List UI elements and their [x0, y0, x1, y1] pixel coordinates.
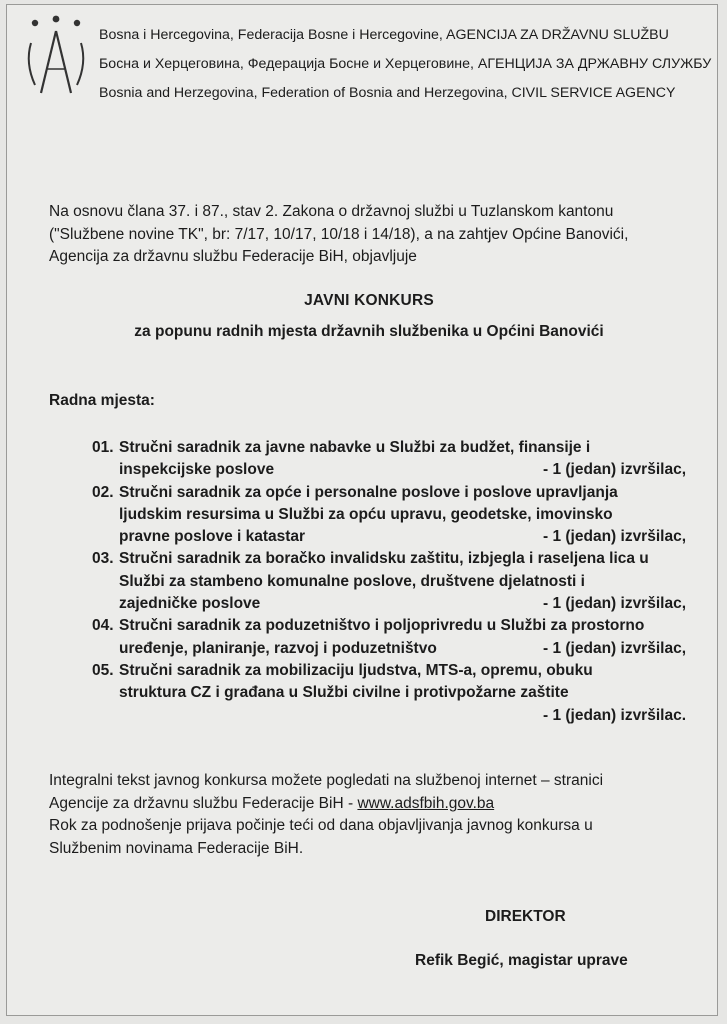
- agency-logo-icon: [21, 13, 91, 103]
- position-count: - 1 (jedan) izvršilac,: [543, 595, 686, 613]
- positions-heading: Radna mjesta:: [49, 392, 155, 409]
- position-item: [92, 437, 686, 482]
- position-text: ljudskim resursima u Službi za opću upravu, geodetske, imovinsko: [119, 505, 613, 523]
- notice-page: [6, 4, 718, 1016]
- signature-title: DIREKTOR: [485, 908, 566, 925]
- position-count: - 1 (jedan) izvršilac,: [543, 461, 686, 479]
- header-line-bosnian: Bosna i Hercegovina, Federacija Bosne i Hercegovine, AGENCIJA ZA DRŽAVNU SLUŽBU: [99, 27, 669, 43]
- intro-line: Na osnovu člana 37. i 87., stav 2. Zakona o državnoj službi u Tuzlanskom kantonu: [49, 203, 614, 220]
- title-block: [49, 290, 689, 343]
- position-item: [92, 615, 686, 660]
- notice-title: JAVNI KONKURS: [304, 292, 434, 309]
- position-number: 02.: [92, 483, 114, 501]
- footer-line: Rok za podnošenje prijava počinje teći od dana objavljivanja javnog konkursa u: [49, 817, 593, 834]
- header-line-cyrillic: Босна и Херцеговина, Федерација Босне и Херцеговине, АГЕНЦИЈА ЗА ДРЖАВНУ СЛУЖБУ: [99, 56, 712, 72]
- position-number: 04.: [92, 617, 114, 635]
- position-text: Stručni saradnik za poduzetništvo i poljoprivredu u Službi za prostorno: [119, 617, 645, 635]
- intro-line: Agencija za državnu službu Federacije BiH, objavljuje: [49, 248, 417, 265]
- footer-paragraph: [49, 770, 671, 860]
- position-text: struktura CZ i građana u Službi civilne i protivpožarne zaštite: [119, 684, 569, 702]
- positions-list: [92, 437, 686, 727]
- intro-paragraph: [49, 201, 671, 269]
- position-text: Stručni saradnik za boračko invalidsku zaštitu, izbjegla i raseljena lica u: [119, 550, 649, 568]
- position-text: Stručni saradnik za javne nabavke u Službi za budžet, finansije i: [119, 439, 591, 456]
- notice-subtitle: za popunu radnih mjesta državnih službenika u Općini Banovići: [134, 323, 604, 340]
- header-line-english: Bosnia and Herzegovina, Federation of Bosnia and Herzegovina, CIVIL SERVICE AGENCY: [99, 85, 676, 101]
- position-count: - 1 (jedan) izvršilac,: [543, 639, 686, 657]
- position-item: [92, 660, 686, 727]
- position-text: Stručni saradnik za mobilizaciju ljudstva, MTS-a, opremu, obuku: [119, 661, 593, 679]
- position-text-last: inspekcijske poslove: [119, 461, 275, 479]
- position-text-last: pravne poslove i katastar: [119, 528, 306, 546]
- position-item: [92, 548, 686, 615]
- signature-name: Refik Begić, magistar uprave: [415, 952, 628, 969]
- position-text: Službi za stambeno komunalne poslove, društvene djelatnosti i: [119, 572, 585, 590]
- position-text-last: uređenje, planiranje, razvoj i poduzetništvo: [119, 639, 437, 657]
- footer-line: Integralni tekst javnog konkursa možete pogledati na službenoj internet – stranici: [49, 772, 604, 789]
- position-text: Stručni saradnik za opće i personalne poslove i poslove upravljanja: [119, 483, 618, 501]
- agency-website-link[interactable]: www.adsfbih.gov.ba: [357, 794, 495, 812]
- position-item: [92, 482, 686, 549]
- position-number: 05.: [92, 661, 114, 679]
- footer-line: [49, 793, 671, 816]
- intro-line: ("Službene novine TK", br: 7/17, 10/17, 10/18 i 14/18), a na zahtjev Općine Banovići,: [49, 225, 629, 243]
- position-count: - 1 (jedan) izvršilac.: [543, 706, 686, 724]
- position-number: 03.: [92, 550, 114, 568]
- position-number: 01.: [92, 439, 114, 456]
- position-text-last: zajedničke poslove: [119, 595, 261, 613]
- agency-header: [99, 25, 719, 112]
- footer-line: Službenim novinama Federacije BiH.: [49, 839, 304, 857]
- footer-line-prefix: Agencije za državnu službu Federacije BiH -: [49, 794, 358, 812]
- position-count: - 1 (jedan) izvršilac,: [543, 528, 686, 546]
